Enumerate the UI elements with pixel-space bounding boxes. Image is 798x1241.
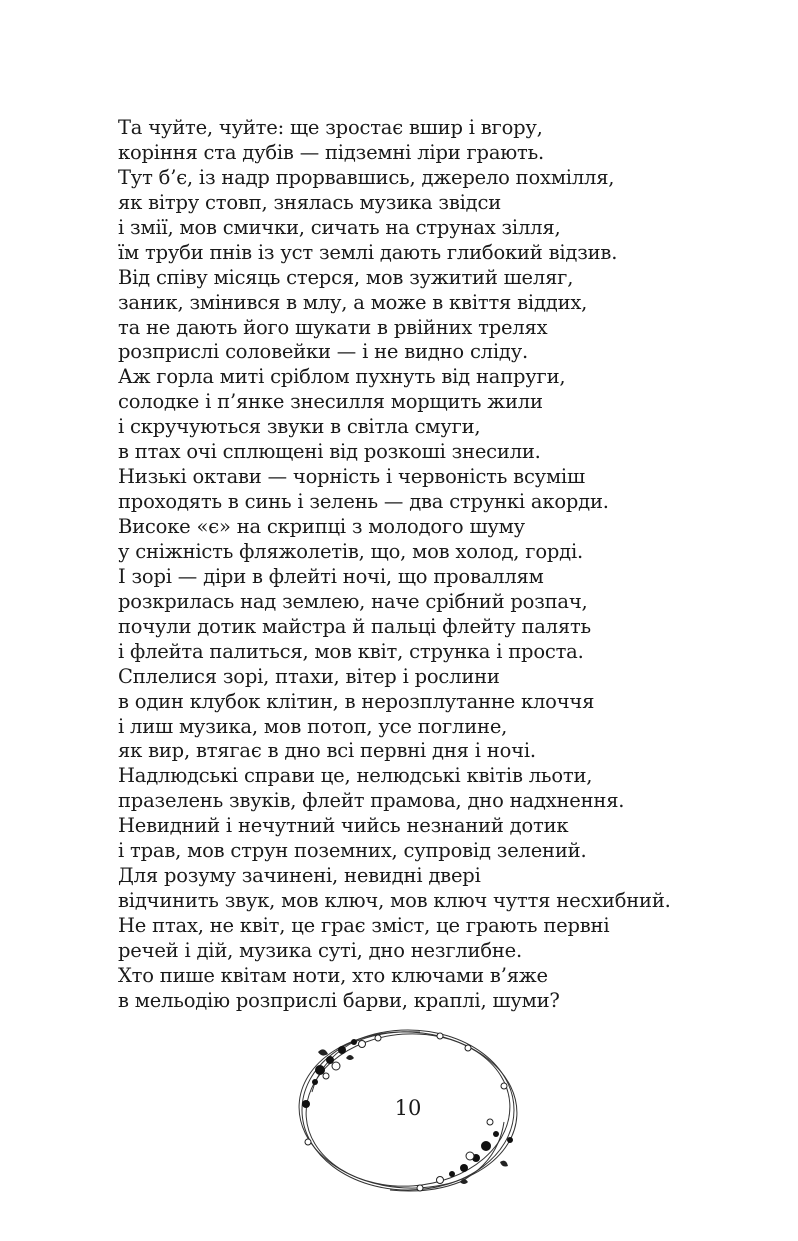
poem-line: і змії, мов смички, сичать на струнах зілля, [118, 215, 561, 239]
poem-line: розприслі соловейки — і не видно сліду. [118, 340, 528, 364]
poem-line: і лиш музика, мов потоп, усе поглине, [118, 714, 508, 738]
poem-line: Від співу місяць стерся, мов зужитий шеляг, [118, 265, 574, 289]
poem-line: Аж горла миті сріблом пухнуть від напруги, [118, 365, 566, 389]
poem-line: Для розуму зачинені, невидні двері [118, 864, 481, 888]
poem-line: їм труби пнів із уст землі дають глибокий відзив. [118, 240, 618, 264]
poem-line: Хто пише квітам ноти, хто ключами в’яже [118, 963, 548, 987]
poem-line: Не птах, не квіт, це грає зміст, це грають первні [118, 914, 610, 937]
poem-line: як вітру стовп, знялась музика звідси [118, 190, 502, 214]
poem-line: Та чуйте, чуйте: ще зростає вшир і вгору, [118, 116, 543, 139]
poem-line: І зорі — діри в флейті ночі, що проваллям [118, 564, 544, 588]
poem-line: у сніжність фляжолетів, що, мов холод, горді. [118, 539, 583, 563]
poem-line: розкрилась над землею, наче срібний розпач, [118, 589, 588, 613]
poem-line: і скручуються звуки в світла смуги, [118, 415, 481, 439]
poem-line: як вир, втягає в дно всі первні дня і ночі. [118, 739, 536, 763]
poem-line: Високе «є» на скрипці з молодого шуму [118, 515, 525, 538]
poem-line: відчинить звук, мов ключ, мов ключ чуття несхибний. [118, 889, 671, 913]
poem-line: речей і дій, музика суті, дно незглибне. [118, 938, 523, 962]
poem-line: в мельодію розприслі барви, краплі, шуми? [118, 988, 560, 1012]
poem-line: заник, змінився в млу, а може в квіття віддих, [118, 290, 588, 314]
poem-line: празелень звуків, флейт прамова, дно надхнення. [118, 789, 625, 813]
poem-line: Надлюдські справи це, нелюдські квітів льоти, [118, 764, 593, 788]
poem-line: в один клубок клітин, в нерозплутанне клоччя [118, 689, 595, 713]
page-number: 10 [394, 1096, 422, 1120]
poem-line: в птах очі сплющені від розкоші знесили. [118, 440, 541, 464]
poem-text [118, 116, 758, 1014]
poem-line: та не дають його шукати в рвійних трелях [118, 315, 548, 339]
poem-line: і флейта палиться, мов квіт, струнка і проста. [118, 639, 584, 663]
poem-line: Невидний і нечутний чийсь незнаний дотик [118, 814, 569, 838]
poem-line: Низькі октави — чорність і червоність всуміш [118, 465, 585, 489]
poem-line: солодке і п’янке знесилля морщить жили [118, 390, 543, 414]
poem-line: коріння ста дубів — підземні ліри грають. [118, 140, 545, 164]
poem-line: Тут б’є, із надр прорвавшись, джерело похмілля, [118, 165, 615, 189]
poem-line: і трав, мов струн поземних, супровід зелений. [118, 839, 587, 863]
poem-line: почули дотик майстра й пальці флейту палять [118, 614, 591, 638]
poem-line: Сплелися зорі, птахи, вітер і рослини [118, 664, 500, 688]
poem-line: проходять в синь і зелень — два стрункі акорди. [118, 490, 609, 514]
